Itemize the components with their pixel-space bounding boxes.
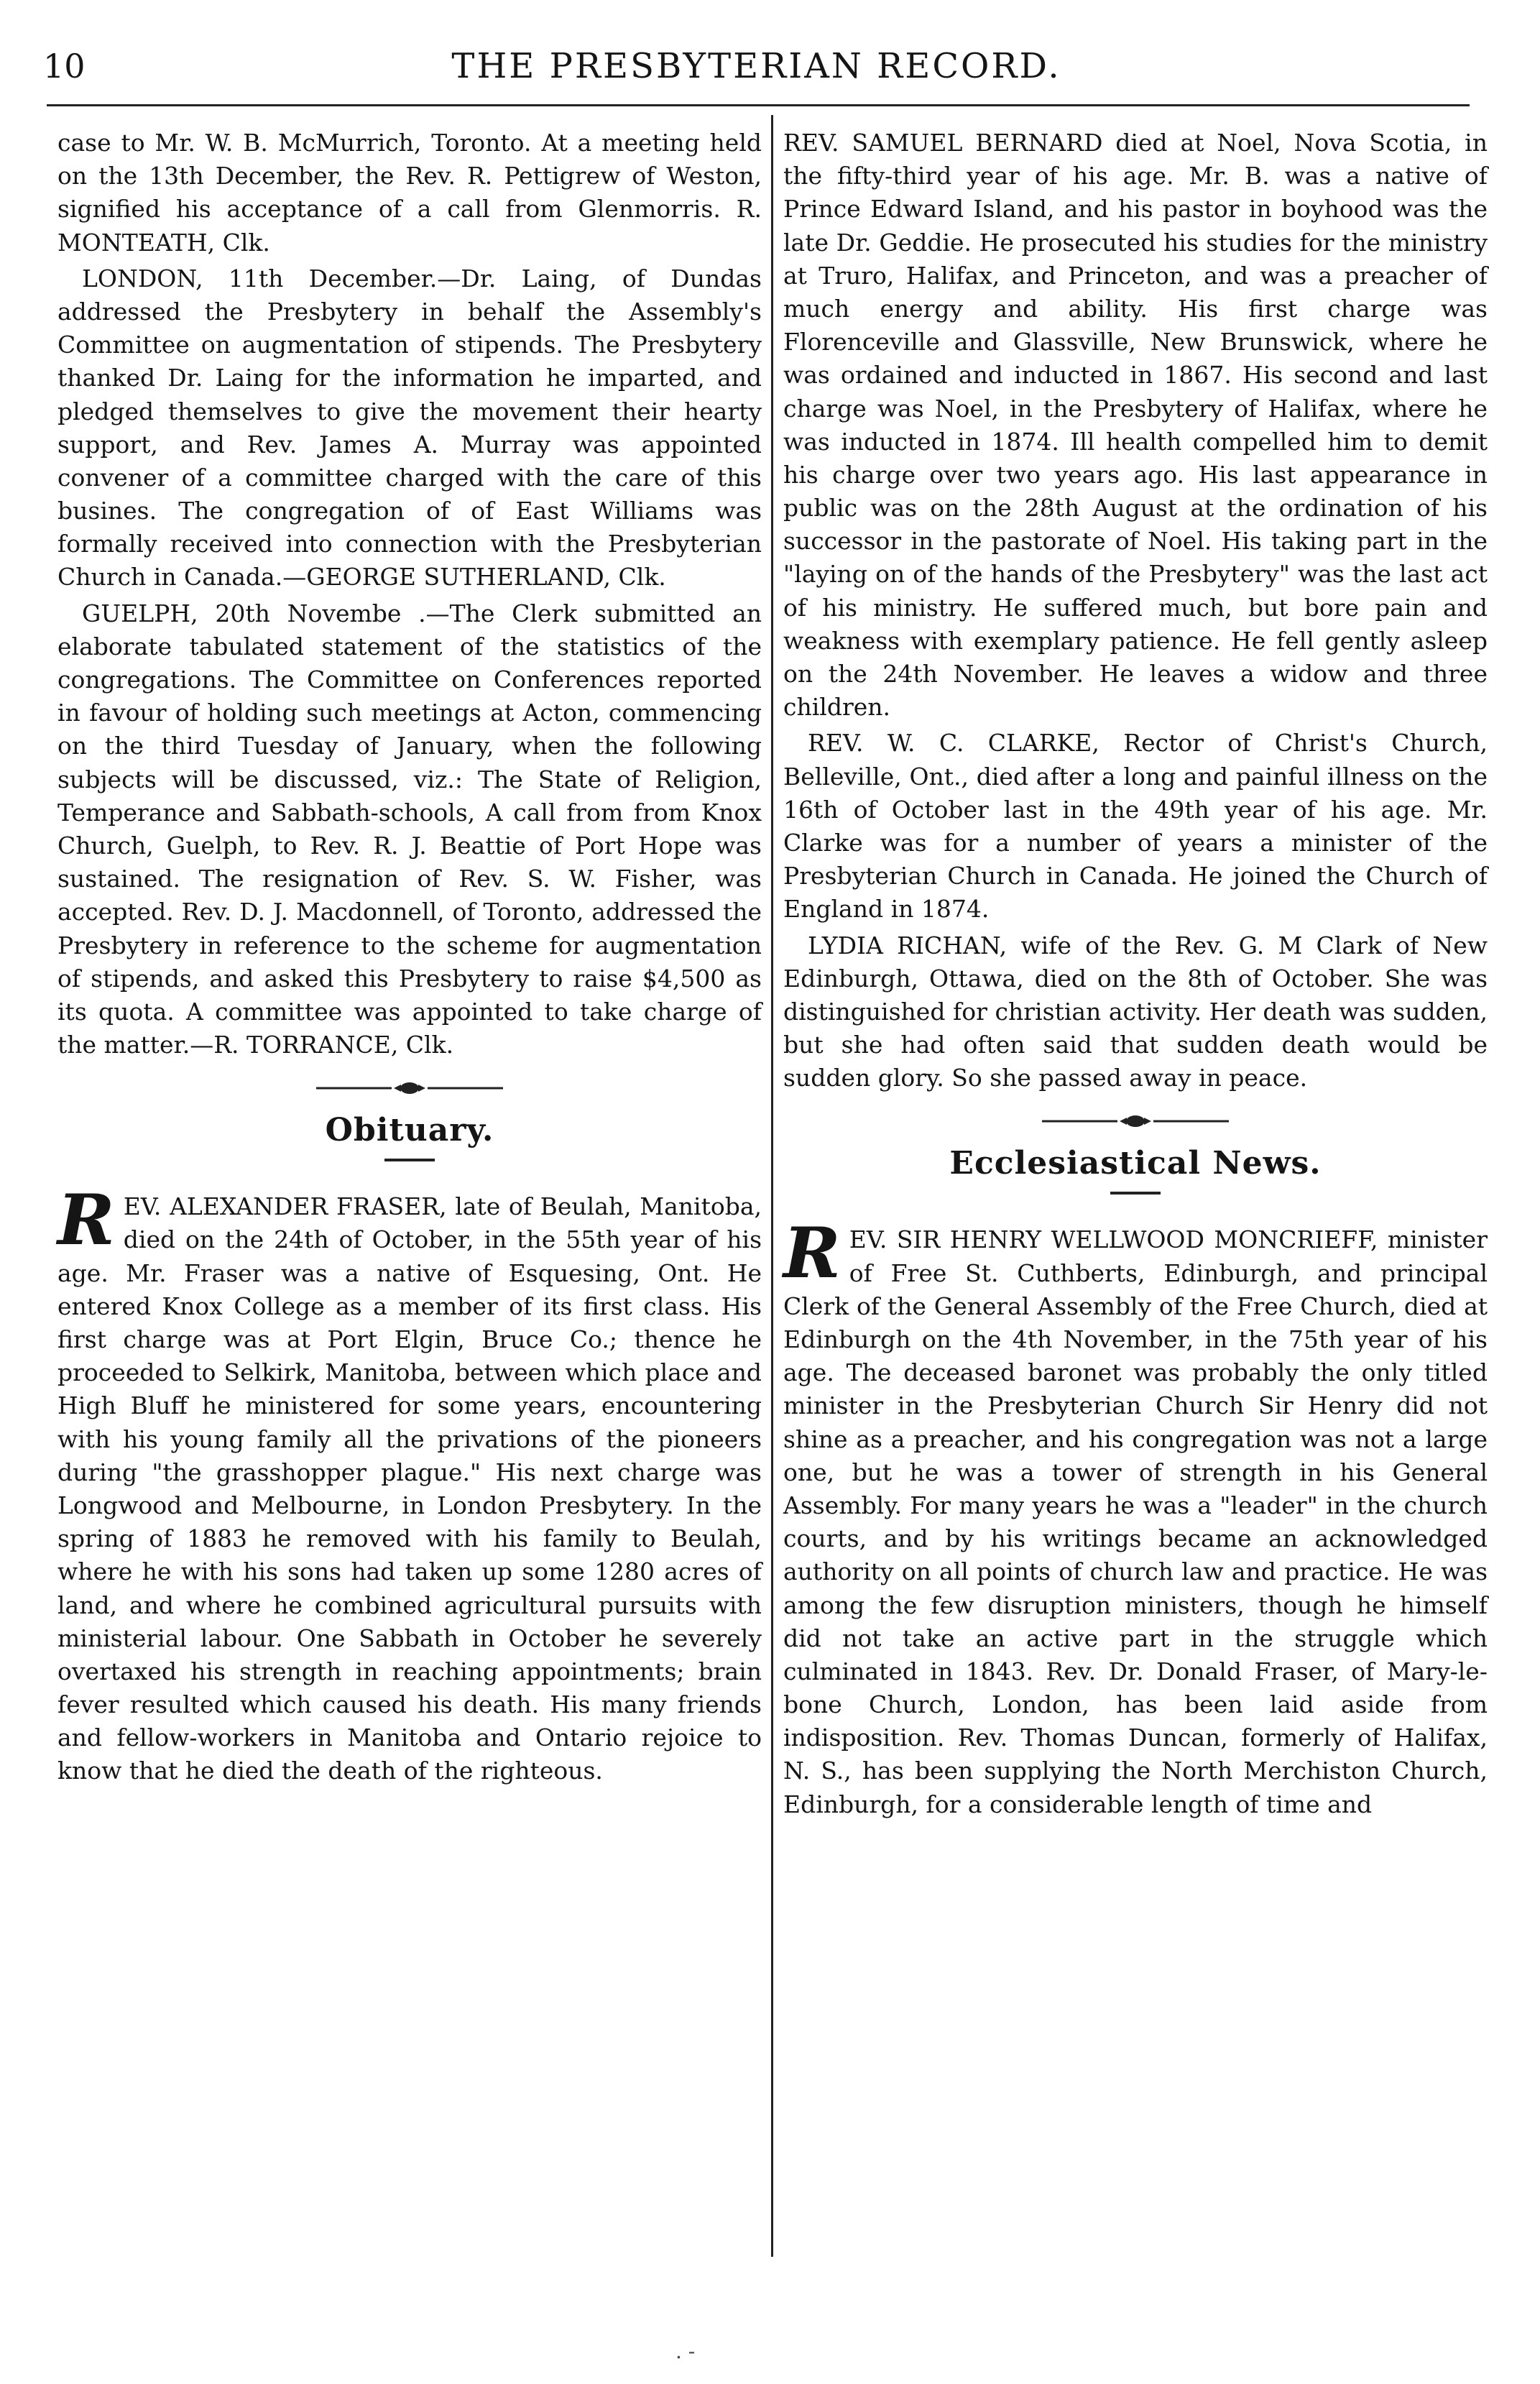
presbytery-report-toronto: case to Mr. W. B. McMurrich, Toronto. At a meeting held on the 13th December, the Rev. R. Pettigrew of Weston, signified his acceptance of a call from Glenmorris. R. MONTEATH, Clk. bbox=[57, 129, 762, 257]
obituary-fraser bbox=[57, 1179, 762, 1787]
obituary-clarke: REV. W. C. CLARKE, Rector of Christ's Church, Belleville, Ont., died after a long and painful illness on the 16th of October last in the 49th year of his age. Mr. Clarke was for a number of years a minister of the Presbyterian Church in Canada. He joined the Church of England in 1874. bbox=[783, 729, 1488, 924]
obituary-heading: Obituary. bbox=[325, 1112, 494, 1149]
short-rule bbox=[384, 1159, 435, 1161]
page-number: 10 bbox=[43, 47, 86, 86]
obituary-richan: LYDIA RICHAN, wife of the Rev. G. M Clark of New Edinburgh, Ottawa, died on the 8th of October. She was distinguished for christian activity. Her death was sudden, but she had often said that sudden death would be sudden glory. So she passed away in peace. bbox=[783, 931, 1488, 1092]
header-rule bbox=[47, 104, 1470, 106]
news-moncrieff bbox=[783, 1212, 1488, 1821]
column-divider bbox=[771, 115, 773, 2257]
presbytery-report-london: LONDON, 11th December.—Dr. Laing, of Dundas addressed the Presbytery in behalf the Assembly's Committee on augmentation of stipends. The Presbytery thanked Dr. Laing for the information he imparted, and pledged themselves to give the movement their hearty support, and Rev. James A. Murray was appointed convener of a committee charged with the care of this busines. The congregation of of East Williams was formally received into connection with the Presbyterian Church in Canada.—GEORGE SUTHERLAND, Clk. bbox=[57, 264, 762, 592]
ornament-rule-icon bbox=[1042, 1113, 1229, 1129]
ornament-divider bbox=[57, 1080, 762, 1099]
ecclesiastical-news-heading: Ecclesiastical News. bbox=[949, 1145, 1322, 1182]
drop-cap: R bbox=[57, 1179, 115, 1261]
page-header bbox=[43, 37, 1470, 95]
running-title: THE PRESBYTERIAN RECORD. bbox=[451, 46, 1061, 86]
right-column bbox=[783, 126, 1488, 1824]
obituary-fraser-text: EV. ALEXANDER FRASER, late of Beulah, Manitoba, died on the 24th of October, in the 55th year of his age. Mr. Fraser was a native of Esquesing, Ont. He entered Knox College as a member of its first class. His first charge was at Port Elgin, Bruce Co.; thence he proceeded to Selkirk, Manitoba, between which place and High Bluff he ministered for some years, encountering with his young family all the privations of the pioneers during "the grasshopper plague." His next charge was Longwood and Melbourne, in London Presbytery. In the spring of 1883 he removed with his family to Beulah, where he with his sons had taken up some 1280 acres of land, and where he combined agricultural pursuits with ministerial labour. One Sabbath in October he severely overtaxed his strength in reaching appointments; brain fever resulted which caused his death. His many friends and fellow-workers in Manitoba and Ontario rejoice to know that he died the death of the righteous. bbox=[57, 1192, 762, 1785]
ornament-rule-icon bbox=[316, 1080, 503, 1096]
ornament-divider bbox=[783, 1113, 1488, 1132]
left-column bbox=[57, 126, 762, 1791]
short-rule bbox=[1110, 1192, 1161, 1195]
obituary-bernard: REV. SAMUEL BERNARD died at Noel, Nova Scotia, in the fifty-third year of his age. Mr. B. was a native of Prince Edward Island, and his pastor in boyhood was the late Dr. Geddie. He prosecuted his studies for the ministry at Truro, Halifax, and Princeton, and was a preacher of much energy and ability. His first charge was Florenceville and Glassville, New Brunswick, where he was ordained and inducted in 1867. His second and last charge was Noel, in the Presbytery of Halifax, where he was inducted in 1874. Ill health compelled him to demit his charge over two years ago. His last appearance in public was on the 28th August at the ordination of his successor in the pastorate of Noel. His taking part in the "laying on of the hands of the Presbytery" was the last act of his ministry. He suffered much, but bore pain and weakness with exemplary patience. He fell gently asleep on the 24th November. He leaves a widow and three children. bbox=[783, 129, 1488, 722]
news-moncrieff-text: EV. SIR HENRY WELLWOOD MONCRIEFF, minister of Free St. Cuthberts, Edinburgh, and principal Clerk of the General Assembly of the Free Church, died at Edinburgh on the 4th November, in the 75th year of his age. The deceased baronet was probably the only titled minister in the Presbyterian Church Sir Henry did not shine as a preacher, and his congregation was not a large one, but he was a tower of strength in his General Assembly. For many years he was a "leader" in the church courts, and by his writings became an acknowledged authority on all points of church law and practice. He was among the few disruption ministers, though he himself did not take an active part in the struggle which culminated in 1843. Rev. Dr. Donald Fraser, of Mary-le-bone Church, London, has been laid aside from indisposition. Rev. Thomas Duncan, formerly of Halifax, N. S., has been supplying the North Merchiston Church, Edinburgh, for a considerable length of time and bbox=[783, 1225, 1488, 1818]
drop-cap: R bbox=[783, 1212, 841, 1294]
footer-mark: . - bbox=[676, 2339, 696, 2363]
presbytery-report-guelph: GUELPH, 20th Novembe .—The Clerk submitted an elaborate tabulated statement of the statistics of the congregations. The Committee on Conferences reported in favour of holding such meetings at Acton, commencing on the third Tuesday of January, when the following subjects will be discussed, viz.: The State of Religion, Temperance and Sabbath-schools, A call from from Knox Church, Guelph, to Rev. R. J. Beattie of Port Hope was sustained. The resignation of Rev. S. W. Fisher, was accepted. Rev. D. J. Macdonnell, of Toronto, addressed the Presbytery in reference to the scheme for augmentation of stipends, and asked this Presbytery to raise $4,500 as its quota. A committee was appointed to take charge of the matter.—R. TORRANCE, Clk. bbox=[57, 599, 762, 1059]
